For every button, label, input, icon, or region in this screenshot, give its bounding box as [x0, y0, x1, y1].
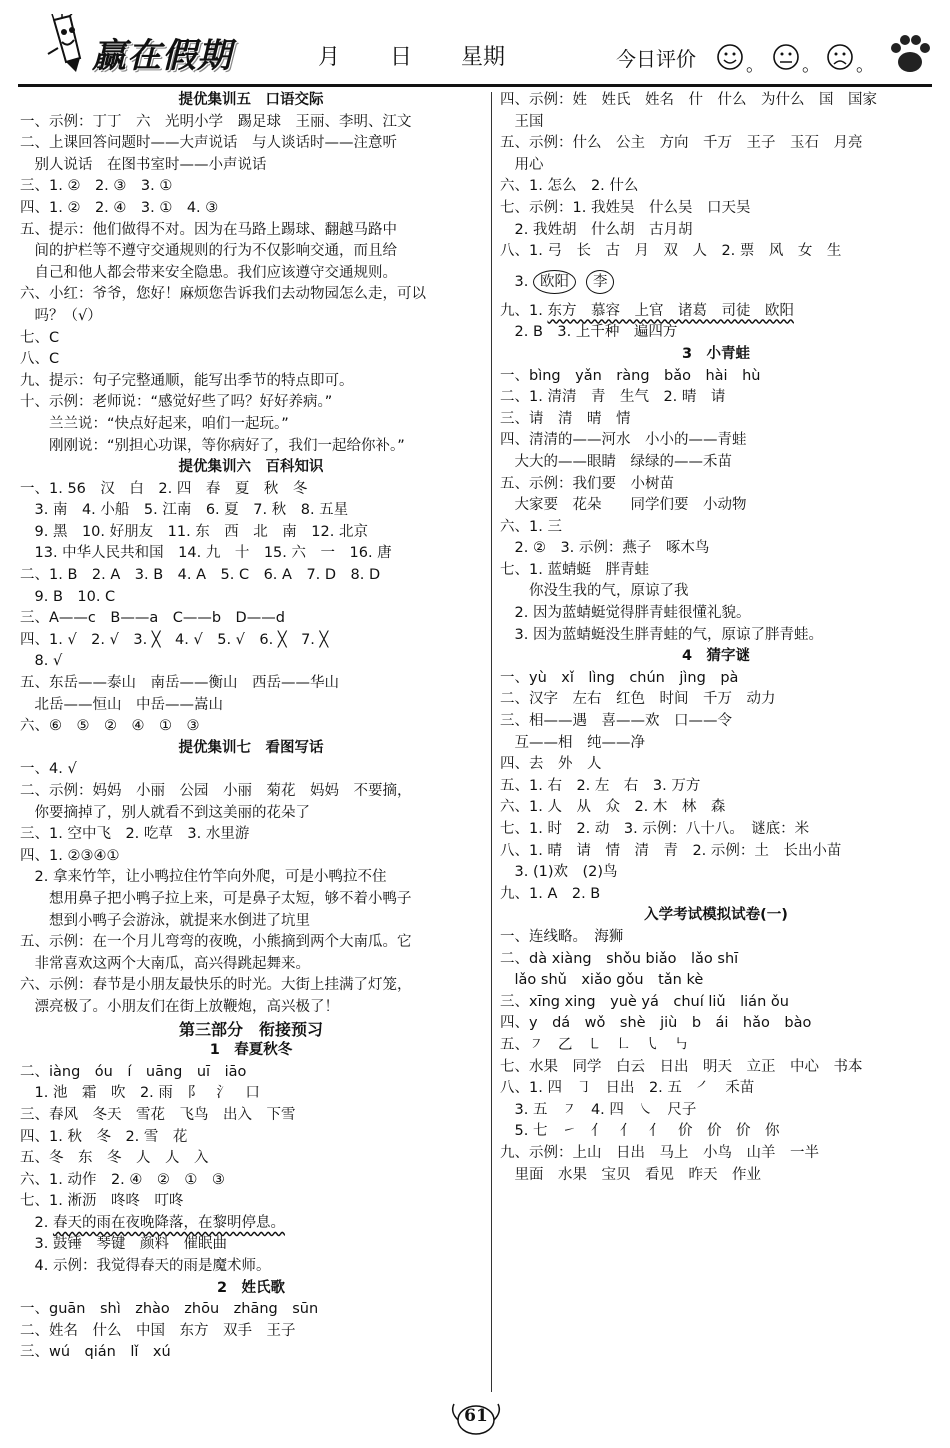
answer-line: 想用鼻子把小鸭子拉上来，可是鼻子太短，够不着小鸭子	[20, 890, 412, 907]
answer-line: 互——相 纯——净	[500, 734, 645, 751]
answer-line: 二、汉字 左右 红色 时间 千万 动力	[500, 691, 776, 708]
answer-text: 九、1.	[500, 302, 548, 319]
answer-line: 四、清清的——河水 小小的——青蛙	[500, 432, 747, 449]
answer-line: 3. 南 4. 小船 5. 江南 6. 夏 7. 秋 8. 五星	[20, 502, 349, 519]
answer-line: 七、C	[20, 329, 60, 346]
answer-line: 五、冬 东 冬 人 人 入	[20, 1150, 209, 1167]
answer-line: 六、1. 人 从 众 2. 木 林 森	[500, 799, 726, 816]
answer-line: 四、y dá wǒ shè jiù b ái hǎo bào	[500, 1015, 812, 1032]
answer-line: 刚刚说：“别担心功课，等你病好了，我们一起给你补。”	[20, 437, 405, 454]
answer-line: 六、小红：爷爷，您好！麻烦您告诉我们去动物园怎么走，可以	[20, 286, 426, 303]
answer-line: 六、⑥ ⑤ ② ④ ① ③	[20, 718, 200, 735]
answer-line: 4. 示例：我觉得春天的雨是魔术师。	[20, 1258, 271, 1275]
answer-line: 五、示例：我们要 小树苗	[500, 475, 674, 492]
answer-line: 你没生我的气，原谅了我	[500, 583, 689, 600]
answer-line: 三、1. ② 2. ③ 3. ①	[20, 178, 173, 195]
answer-line: 九、1. A 2. B	[500, 885, 601, 902]
neutral-face-icon	[774, 45, 798, 69]
answer-line: 自己和他人都会带来安全隐患。我们应该遵守交通规则。	[20, 264, 397, 281]
answer-line: 六、1. 动作 2. ④ ② ① ③	[20, 1171, 225, 1188]
answer-line: 一、示例：丁丁 六 光明小学 踢足球 王丽、李明、江文	[20, 113, 412, 130]
paw-print-icon	[886, 30, 934, 78]
answer-line: 3. 五 ㇇ 4. 四 ㇏ 尺子	[500, 1101, 697, 1118]
answer-line: 非常喜欢这两个大南瓜，高兴得跳起舞来。	[20, 955, 310, 972]
answer-line: 一、1. 56 汉 白 2. 四 春 夏 秋 冬	[20, 480, 308, 497]
answer-line: 想到小鸭子会游泳，就提来水倒进了坑里	[20, 912, 310, 929]
answer-line: lǎo shǔ xiǎo gǒu tǎn kè	[500, 972, 704, 989]
month-label: 月	[318, 45, 341, 70]
answer-line: 六、示例：春节是小朋友最快乐的时光。大街上挂满了灯笼，	[20, 977, 412, 994]
answer-line: 三、请 清 晴 情	[500, 410, 631, 427]
answer-line: 七、1. 蓝蜻蜓 胖青蛙	[500, 561, 649, 578]
page-header	[0, 0, 950, 90]
answer-text: 2.	[20, 1214, 53, 1231]
answer-line: 大大的——眼睛 绿绿的——禾苗	[500, 453, 732, 470]
answer-line: 2. 拿来竹竿，让小鸭拉住竹竿向外爬，可是小鸭拉不住	[20, 869, 387, 886]
answer-line: 七、示例：1. 我姓吴 什么吴 口天吴	[500, 199, 751, 216]
answer-line: 七、1. 淅沥 咚咚 叮咚	[20, 1193, 184, 1210]
section-heading: 第三部分 衔接预习	[178, 1019, 323, 1039]
section-heading: 2 姓氏歌	[216, 1279, 286, 1296]
answer-line: 二、iàng óu í uāng uī iāo	[20, 1063, 247, 1080]
answer-line: 四、1. ②③④①	[20, 847, 120, 864]
answer-line: 漂亮极了。小朋友们在街上放鞭炮，高兴极了！	[20, 998, 339, 1015]
answer-line: 8. √	[20, 653, 63, 670]
answer-line: 四、示例：姓 姓氏 姓名 什 什么 为什么 国 国家	[500, 92, 877, 108]
day-label: 日	[390, 45, 413, 70]
wavy-underlined-answer: 春天的雨在夜晚降落，在黎明停息。	[52, 1214, 285, 1231]
answer-line: 你要摘掉了，别人就看不到这美丽的花朵了	[20, 804, 310, 821]
answer-line: 二、dà xiàng shǒu biǎo lǎo shī	[500, 950, 739, 967]
answer-line: 大家要 花朵 同学们要 小动物	[500, 497, 747, 514]
answer-line: 五、东岳——泰山 南岳——衡山 西岳——华山	[20, 675, 339, 692]
answer-line: 北岳——恒山 中岳——嵩山	[20, 696, 223, 713]
answer-line: 9. 黑 10. 好朋友 11. 东 西 北 南 12. 北京	[20, 523, 368, 540]
answer-line: 里面 水果 宝贝 看见 昨天 作业	[500, 1166, 761, 1183]
section-heading: 3 小青蛙	[681, 345, 751, 362]
section-heading: 入学考试模拟试卷(一)	[644, 907, 788, 924]
answer-line: 3. 因为蓝蜻蜓没生胖青蛙的气，原谅了胖青蛙。	[500, 626, 823, 643]
rating-mark: 。	[802, 55, 820, 76]
answer-line: 间的护栏等不遵守交通规则的行为不仅影响交通，而且给	[20, 243, 397, 260]
answer-line: 2. B 3. 上千种 遍四方	[500, 324, 678, 341]
answer-line: 别人说话 在图书室时——小声说话	[20, 156, 267, 173]
answer-line: 二、1. B 2. A 3. B 4. A 5. C 6. A 7. D 8. D	[20, 567, 381, 584]
answer-line: 三、1. 空中飞 2. 吃草 3. 水里游	[20, 826, 250, 843]
rating-mark: 。	[746, 55, 764, 76]
wavy-underlined-answer: 东方 慕容 上官 诸葛 司徒 欧阳	[547, 302, 794, 319]
evaluation-label: 今日评价	[616, 47, 696, 71]
answer-line: 八、C	[20, 351, 60, 368]
answer-line	[20, 1213, 482, 1235]
circled-answer: 李	[586, 270, 615, 294]
answer-line: 2. ② 3. 示例：燕子 啄木鸟	[500, 540, 710, 557]
answer-line: 三、wú qián lǐ xú	[20, 1344, 171, 1361]
answer-line: 2. 因为蓝蜻蜓觉得胖青蛙很懂礼貌。	[500, 605, 751, 622]
rating-mark: 。	[856, 55, 874, 76]
answer-line: 二、示例：妈妈 小丽 公园 小丽 菊花 妈妈 不要摘，	[20, 783, 412, 799]
header-rule	[18, 84, 932, 87]
page-number: 61	[464, 1406, 488, 1426]
circled-answer: 欧阳	[533, 270, 576, 294]
answers-right-column	[500, 90, 932, 1186]
answer-line: 3. (1)欢 (2)鸟	[500, 864, 618, 881]
answer-line: 三、春风 冬天 雪花 飞鸟 出入 下雪	[20, 1106, 296, 1123]
answer-line	[500, 301, 932, 323]
answer-line: 五、示例：在一个月儿弯弯的夜晚，小熊摘到两个大南瓜。它	[20, 934, 412, 951]
answer-line: 一、yù xǐ lìng chún jìng pà	[500, 669, 739, 686]
column-divider	[491, 92, 492, 1392]
answer-line: 十、示例：老师说：“感觉好些了吗？好好养病。”	[20, 394, 333, 411]
answer-line: 王国	[500, 113, 544, 130]
answer-line: 用心	[500, 156, 544, 173]
answer-line: 二、姓名 什么 中国 东方 双手 王子	[20, 1322, 296, 1339]
answer-line: 四、1. √ 2. √ 3. ╳ 4. √ 5. √ 6. ╳ 7. ╳	[20, 631, 329, 648]
answer-line: 13. 中华人民共和国 14. 九 十 15. 六 一 16. 唐	[20, 545, 392, 562]
answer-line: 九、提示：句子完整通顺，能写出季节的特点即可。	[20, 372, 354, 389]
answer-line: 八、1. 弓 长 古 月 双 人 2. 票 风 女 生	[500, 243, 842, 260]
answer-line: 五、㇇ 乙 ㇄ ㇗ ㇂ ㇉	[500, 1036, 689, 1053]
smile-face-icon	[718, 45, 742, 69]
page-number-badge	[444, 1398, 508, 1438]
answers-left-column	[20, 90, 482, 1364]
section-heading: 提优集训七 看图写话	[178, 739, 324, 756]
answer-line: 六、1. 怎么 2. 什么	[500, 178, 639, 195]
answer-line: 六、1. 三	[500, 518, 562, 535]
answer-line: 四、1. 秋 冬 2. 雪 花	[20, 1128, 188, 1145]
section-heading: 提优集训五 口语交际	[178, 92, 324, 108]
answer-line: 2. 我姓胡 什么胡 古月胡	[500, 221, 693, 238]
answer-line: 五、提示：他们做得不对。因为在马路上踢球、翻越马路中	[20, 221, 397, 238]
answer-line: 三、xīng xing yuè yá chuí liǔ lián ǒu	[500, 993, 789, 1010]
section-heading: 提优集训六 百科知识	[178, 459, 324, 476]
answer-line: 五、1. 右 2. 左 右 3. 万方	[500, 777, 701, 794]
answer-line: 9. B 10. C	[20, 588, 116, 605]
answer-line: 五、示例：什么 公主 方向 千万 王子 玉石 月亮	[500, 135, 863, 152]
answer-line: 三、A——c B——a C——b D——d	[20, 610, 285, 627]
pencil-mascot-icon	[40, 14, 90, 76]
answer-line: 九、示例：上山 日出 马上 小鸟 山羊 一半	[500, 1144, 819, 1161]
section-heading: 4 猜字谜	[681, 648, 751, 665]
weekday-label: 星期	[461, 45, 506, 70]
answer-line: 四、1. ② 2. ④ 3. ① 4. ③	[20, 199, 219, 216]
answer-line: 七、水果 同学 白云 日出 明天 立正 中心 书本	[500, 1058, 863, 1075]
answer-line: 二、上课回答问题时——大声说话 与人谈话时——注意听	[20, 135, 397, 152]
answer-line	[500, 263, 932, 301]
answer-line: 兰兰说：“快点好起来，咱们一起玩。”	[20, 415, 289, 432]
answer-line: 八、1. 晴 请 情 清 青 2. 示例：土 长出小苗	[500, 842, 842, 859]
answer-line: 3. 鼓锤 琴键 颜料 催眠曲	[20, 1236, 227, 1253]
answer-line: 一、4. √	[20, 761, 77, 778]
answer-line: 5. 七 ㇀ 亻 亻 亻 价 价 价 你	[500, 1123, 780, 1140]
answer-line: 三、相——遇 喜——欢 口——令	[500, 713, 732, 730]
answer-line: 八、1. 四 ㇆ 日出 2. 五 ㇒ 禾苗	[500, 1080, 755, 1097]
answer-line: 1. 池 霜 吹 2. 雨 阝 氵 口	[20, 1085, 260, 1102]
section-heading: 1 春夏秋冬	[209, 1042, 293, 1059]
answer-text: 3.	[500, 273, 533, 290]
answer-line: 七、1. 时 2. 动 3. 示例：八十八。 谜底：米	[500, 821, 810, 837]
answer-line: 一、bìng yǎn ràng bǎo hài hù	[500, 367, 761, 384]
answer-line: 一、连线略。 海狮	[500, 928, 624, 945]
answer-line: 二、1. 清清 青 生气 2. 晴 请	[500, 389, 726, 406]
answer-line: 一、guān shì zhào zhōu zhāng sūn	[20, 1301, 319, 1318]
brand-title: 赢在假期	[92, 36, 232, 76]
sad-face-icon	[828, 45, 852, 69]
answer-line: 吗？（√）	[20, 307, 102, 324]
answer-line: 四、去 外 人	[500, 756, 602, 773]
rating-faces	[716, 37, 882, 77]
